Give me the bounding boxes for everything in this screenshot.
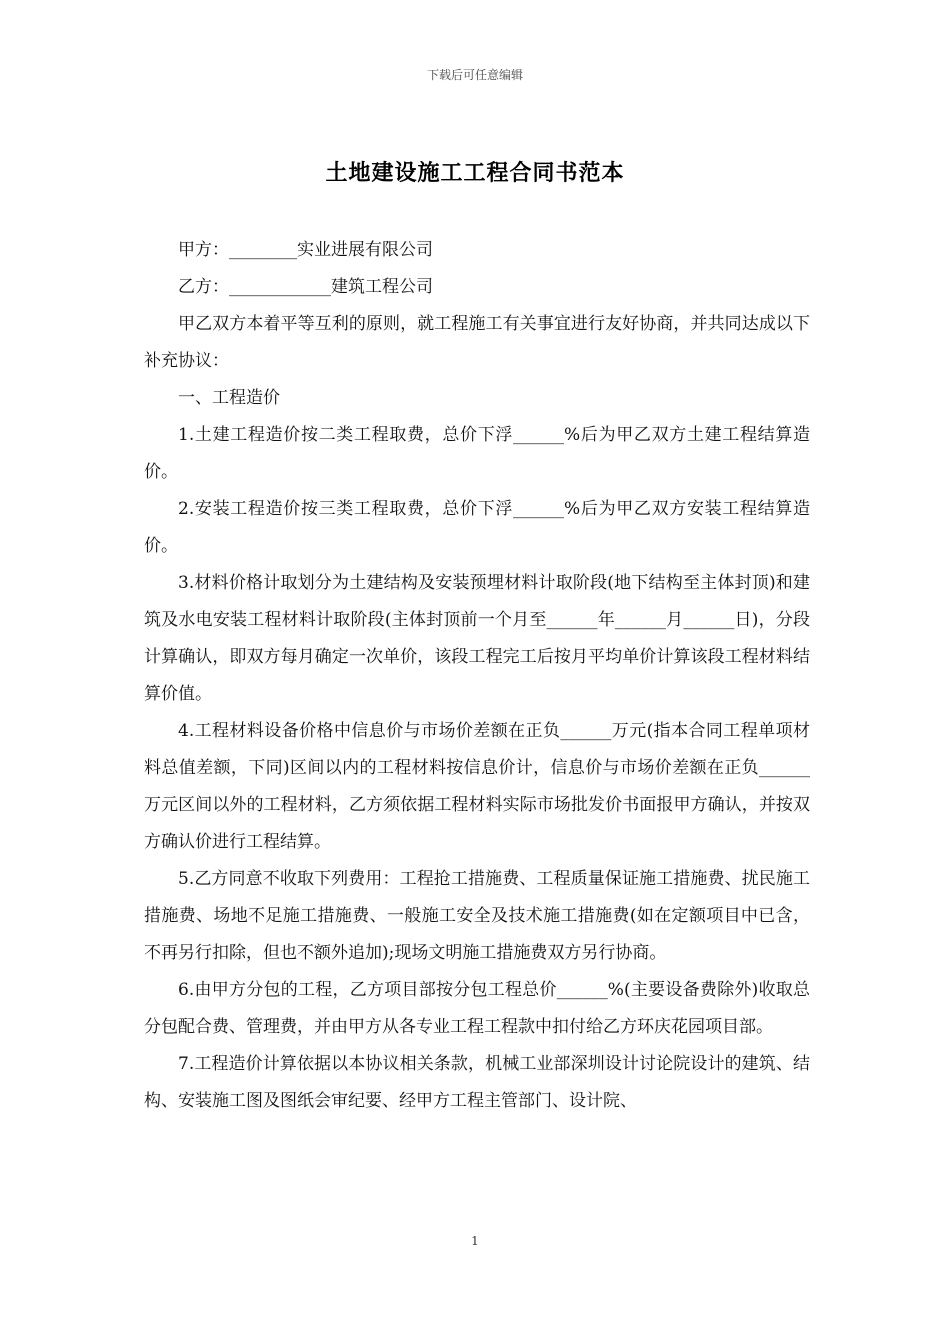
intro-paragraph: 甲乙双方本着平等互利的原则，就工程施工有关事宜进行友好协商，并共同达成以下补充协议： [144,314,810,371]
section-heading: 一、工程造价 [178,388,280,408]
page-number: 1 [471,1234,479,1248]
clause-paragraph: 6.由甲方分包的工程，乙方项目部按分包工程总价______%(主要设备费除外)收取总分包配合费、管理费，并由甲方从各专业工程工程款中扣付给乙方环庆花园项目部。 [144,980,810,1037]
header-note: 下载后可任意编辑 [426,68,523,82]
clause-paragraph: 4.工程材料设备价格中信息价与市场价差额在正负______万元(指本合同工程单项材料总值差额，下同)区间以内的工程材料按信息价计，信息价与市场价差额在正负______万元区间以外的工程材料，乙方须依据工程材料实际市场批发价书面报甲方确认，并按双方确认价进行工程结算。 [144,721,810,852]
clause-paragraph: 5.乙方同意不收取下列费用：工程抢工措施费、工程质量保证施工措施费、扰民施工措施费、场地不足施工措施费、一般施工安全及技术施工措施费(如在定额项目中已含，不再另行扣除，但也不额外追加);现场文明施工措施费双方另行协商。 [144,869,810,963]
clause-paragraph: 1.土建工程造价按二类工程取费，总价下浮______%后为甲乙双方土建工程结算造价。 [144,425,810,482]
document-title: 土地建设施工工程合同书范本 [325,160,625,186]
clause-paragraph: 3.材料价格计取划分为土建结构及安装预埋材料计取阶段(地下结构至主体封顶)和建筑及水电安装工程材料计取阶段(主体封顶前一个月至______年______月______日)，分段计算确认，即双方每月确定一次单价，该段工程完工后按月平均单价计算该段工程材料结算价值。 [144,573,810,704]
clause-paragraph: 7.工程造价计算依据以本协议相关条款，机械工业部深圳设计讨论院设计的建筑、结构、安装施工图及图纸会审纪要、经甲方工程主管部门、设计院、 [144,1054,810,1111]
clause-paragraph: 2.安装工程造价按三类工程取费，总价下浮______%后为甲乙双方安装工程结算造价。 [144,499,810,556]
party-a-line: 甲方：________实业进展有限公司 [178,240,433,260]
party-b-line: 乙方：____________建筑工程公司 [178,277,433,297]
document-body [144,232,810,1120]
